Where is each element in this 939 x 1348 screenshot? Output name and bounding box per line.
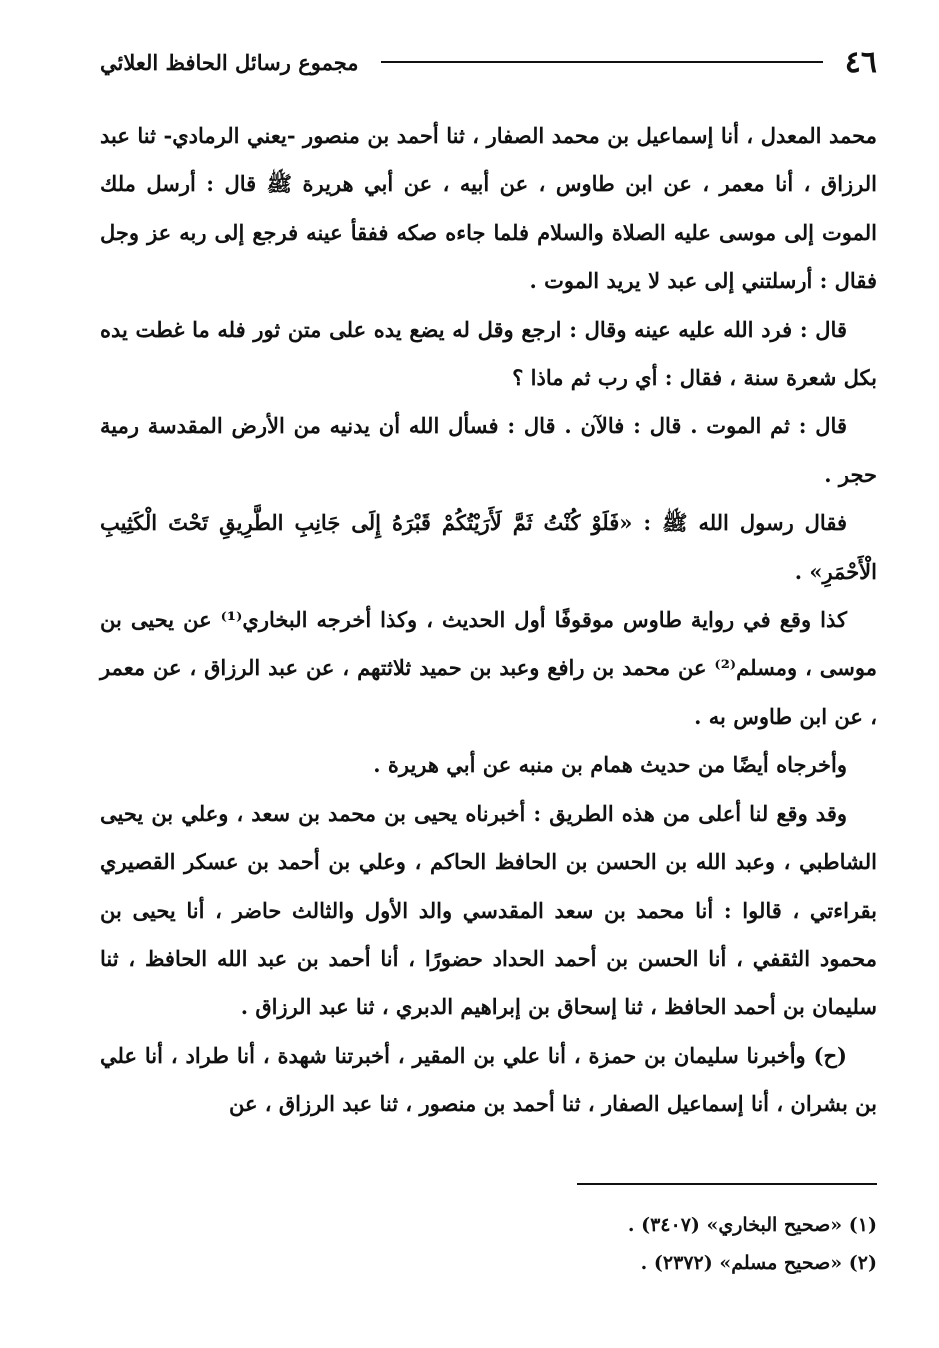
footnote-separator [577,1183,877,1185]
paragraph: قال : فرد الله عليه عينه وقال : ارجع وقل له يضع يده على متن ثور فله ما غطت يده بكل شعرة سنة ، فقال : أي رب ثم ماذا ؟ [100,316,877,391]
page-header [100,38,877,86]
paragraph: وقد وقع لنا أعلى من هذه الطريق : أخبرناه يحيى بن محمد بن سعد ، وعلي بن يحيى الشاطبي ، وعبد الله بن الحسن بن الحافظ الحاكم ، وعلي بن أحمد بن عسكر القصيري بقراءتي ، قالوا : أنا محمد بن سعد المقدسي والد الأول والثالث حاضر ، أنا يحيى بن محمود الثقفي ، أنا الحسن بن أحمد الحداد حضورًا ، أنا أحمد بن عبد الله الحافظ ، ثنا سليمان بن أحمد الحافظ ، ثنا إسحاق بن إبراهيم الدبري ، ثنا عبد الرزاق . [100,800,877,1020]
footnote-item: (١) «صحيح البخاري» (٣٤٠٧) . [627,1214,877,1236]
page-number: ٤٦ [844,44,877,80]
paragraph: قال : ثم الموت . قال : فالآن . قال : فسأل الله أن يدنيه من الأرض المقدسة رمية حجر . [100,413,877,487]
main-text [100,112,877,1129]
paragraph: كذا وقع في رواية طاوس موقوفًا أول الحديث ، وكذا أخرجه البخاري⁽¹⁾ عن يحيى بن موسى ، ومسلم⁽²⁾ عن محمد بن رافع وعبد بن حميد ثلاثتهم ، عن عبد الرزاق ، عن معمر ، عن ابن طاوس به . [100,607,877,729]
paragraph: فقال رسول الله ﷺ : «فَلَوْ كُنْتُ ثَمَّ لَأَرَيْتُكُمْ قَبْرَهُ إِلَى جَانِبِ الطَّرِيقِ تَحْتَ الْكَثِيبِ الْأَحْمَرِ» . [100,510,877,584]
footnotes [100,1206,877,1282]
paragraph: محمد المعدل ، أنا إسماعيل بن محمد الصفار ، ثنا أحمد بن منصور -يعني الرمادي- ثنا عبد الرزاق ، أنا معمر ، عن ابن طاوس ، عن أبيه ، عن أبي هريرة ﷺ قال : أرسل ملك الموت إلى موسى عليه الصلاة والسلام فلما جاءه صكه ففقأ عينه فرجع إلى ربه عز وجل فقال : أرسلتني إلى عبد لا يريد الموت . [100,123,877,294]
paragraph: وأخرجاه أيضًا من حديث همام بن منبه عن أبي هريرة . [373,752,847,778]
footnote-item: (٢) «صحيح مسلم» (٢٣٧٢) . [640,1252,877,1274]
paragraph: (ح) وأخبرنا سليمان بن حمزة ، أنا علي بن المقير ، أخبرتنا شهدة ، أنا طراد ، أنا علي بن بشران ، أنا إسماعيل الصفار ، ثنا أحمد بن منصور ، ثنا عبد الرزاق ، عن [100,1042,877,1117]
header-rule [381,61,823,63]
running-title: مجموع رسائل الحافظ العلائي [100,49,359,75]
